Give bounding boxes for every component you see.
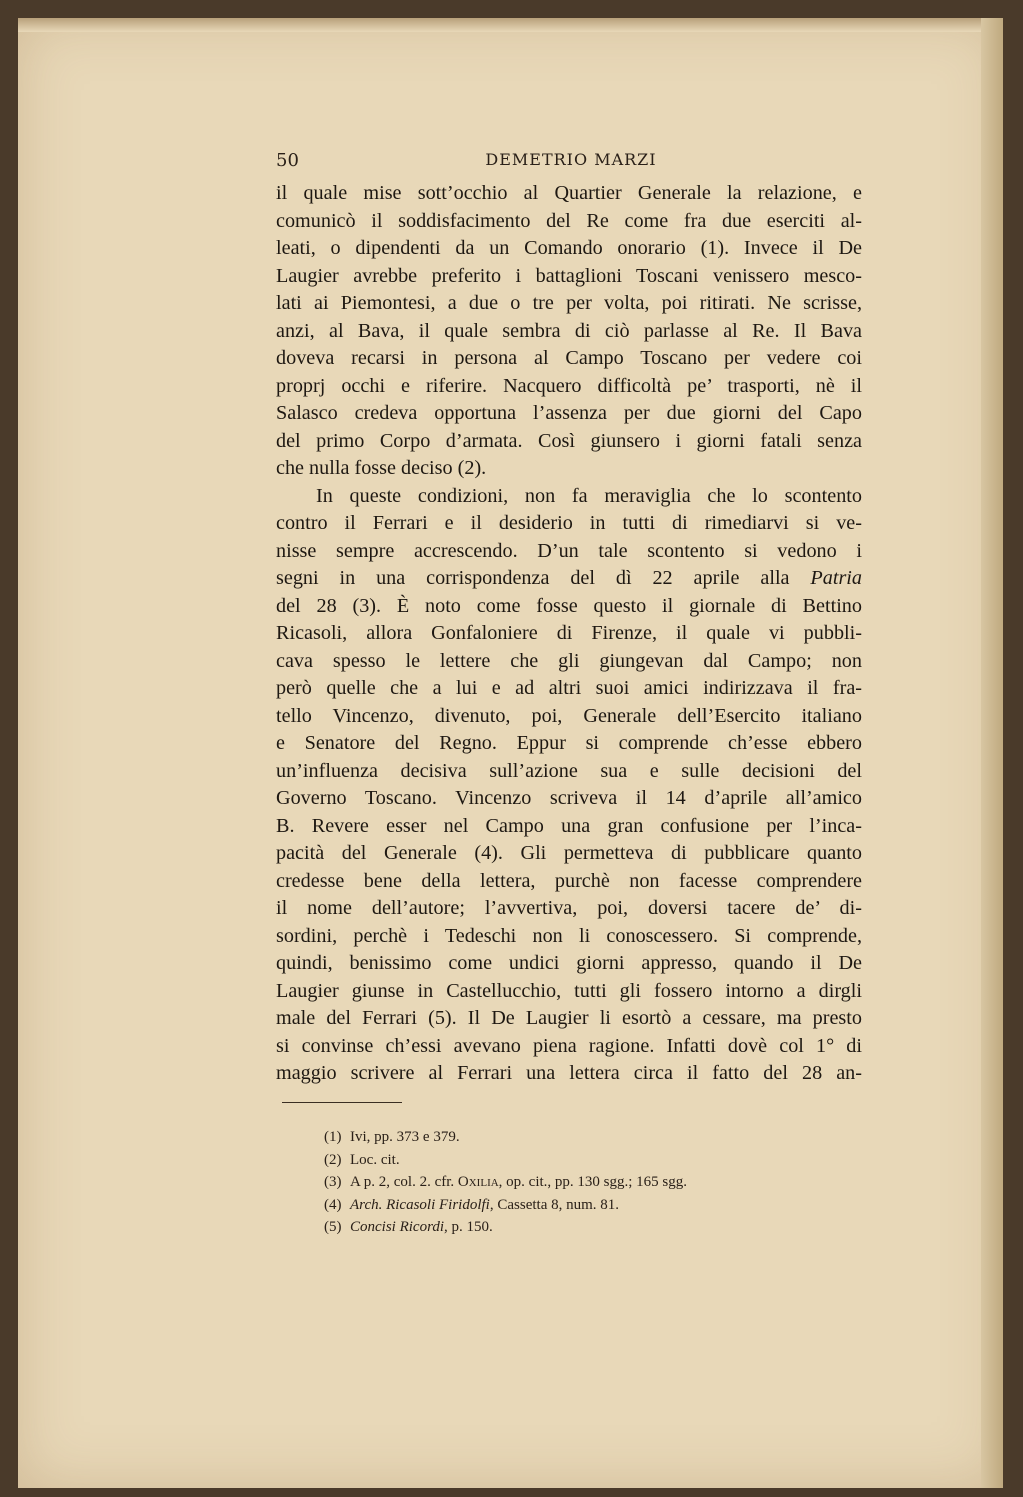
page-top-edge [18,18,1003,32]
page-number: 50 [276,150,299,171]
footnote-text: Loc. cit. [350,1151,400,1168]
text-line: nisse sempre accrescendo. D’un tale scontento si vedono i [276,539,862,562]
text-line-with-italic [276,565,862,593]
page-right-edge [981,18,1003,1488]
text-line: del 28 (3). È noto come fosse questo il giornale di Bettino [276,594,862,617]
body-text [276,180,862,1088]
footnote-text: , p. 150. [444,1219,493,1235]
text-line: Salasco credeva opportuna l’assenza per due giorni del Capo [276,402,862,424]
text-segment: segni in una corrispondenza del dì 22 aprile alla [276,567,790,589]
footnote [324,1171,844,1194]
text-line: il quale mise sott’occhio al Quartier Generale la relazione, e [276,182,862,204]
text-line: si convinse ch’essi avevano piena ragione. Infatti dovè col 1° di [276,1034,862,1057]
text-line: tello Vincenzo, divenuto, poi, Generale dell’Esercito italiano [276,704,862,727]
text-line: Governo Toscano. Vincenzo scriveva il 14 d’aprile all’amico [276,787,862,809]
text-line: doveva recarsi in persona al Campo Toscano per vedere coi [276,347,862,369]
footnote [324,1149,844,1172]
footnote-number: (4) [324,1196,342,1213]
text-line: il nome dell’autore; l’avvertiva, poi, doversi tacere de’ di- [276,897,862,919]
text-line: sordini, perchè i Tedeschi non li conoscessero. Si comprende, [276,924,862,947]
text-line: comunicò il soddisfacimento del Re come fra due eserciti al- [276,209,862,232]
text-line: proprj occhi e riferire. Nacquero difficoltà pe’ trasporti, nè il [276,374,862,397]
footnotes [324,1126,844,1239]
text-line: quindi, benissimo come undici giorni appresso, quando il De [276,952,862,974]
footnote-divider [282,1102,402,1103]
footnote-author: Oxilia [457,1174,499,1190]
footnote-text: , Cassetta 8, num. 81. [489,1196,620,1213]
text-line: pacità del Generale (4). Gli permetteva di pubblicare quanto [276,842,862,864]
text-line: un’influenza decisiva sull’azione sua e sulle decisioni del [276,759,862,782]
footnote-number: (3) [324,1174,342,1190]
text-line: e Senatore del Regno. Eppur si comprende ch’esse ebbero [276,732,862,754]
footnote-number: (1) [324,1129,342,1145]
text-line: credesse bene della lettera, purchè non facesse comprendere [276,869,862,892]
text-line: Laugier giunse in Castellucchio, tutti gli fossero intorno a dirgli [276,979,862,1002]
text-line: anzi, al Bava, il quale sembra di ciò parlasse al Re. Il Bava [276,319,862,342]
text-line: che nulla fosse deciso (2). [276,457,487,479]
text-line: B. Revere esser nel Campo una gran confusione per l’inca- [276,814,862,837]
footnote-text: A p. 2, col. 2. cfr. [350,1174,455,1190]
italic-word: Patria [810,567,863,589]
text-line: maggio scrivere al Ferrari una lettera circa il fatto del 28 an- [276,1062,862,1084]
footnote-text: Ivi, pp. 373 e 379. [350,1129,460,1145]
page-header [276,150,866,172]
text-line: Ricasoli, allora Gonfaloniere di Firenze, il quale vi pubbli- [276,622,862,644]
footnote-italic: Arch. Ricasoli Firidolfi [350,1196,490,1213]
footnote [324,1126,844,1149]
footnote-text: , op. cit., pp. 130 sgg.; 165 sgg. [498,1174,688,1190]
text-line: cava spesso le lettere che gli giungevan dal Campo; non [276,649,862,672]
text-line: però quelle che a lui e ad altri suoi amici indirizzava il fra- [276,677,862,699]
text-line: leati, o dipendenti da un Comando onorario (1). Invece il De [276,237,862,259]
text-line: male del Ferrari (5). Il De Laugier li esortò a cessare, ma presto [276,1007,862,1029]
text-line: In queste condizioni, non fa meraviglia che lo scontento [316,484,862,507]
text-line: lati ai Piemontesi, a due o tre per volta, poi ritirati. Ne scrisse, [276,292,862,314]
footnote-italic: Concisi Ricordi [350,1219,445,1235]
running-title: DEMETRIO MARZI [485,150,657,169]
footnote [324,1194,844,1217]
text-line: del primo Corpo d’armata. Così giunsero i giorni fatali senza [276,429,862,452]
footnote-number: (5) [324,1219,342,1235]
footnote [324,1216,844,1239]
text-line: Laugier avrebbe preferito i battaglioni Toscani venissero mesco- [276,264,862,287]
footnote-number: (2) [324,1151,342,1168]
text-line: contro il Ferrari e il desiderio in tutti di rimediarvi si ve- [276,512,862,534]
